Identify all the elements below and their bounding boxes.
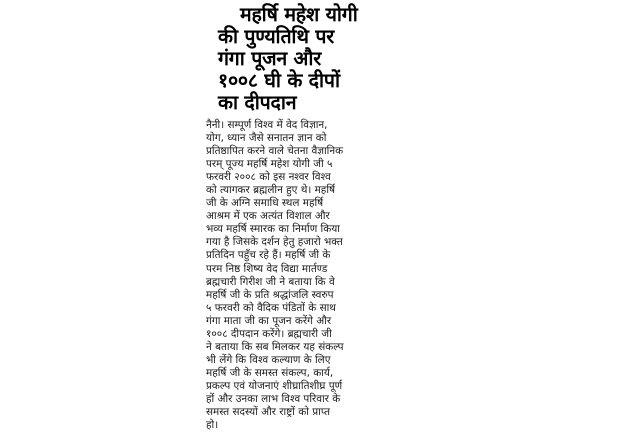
body-line: भव्य महर्षि स्मारक का निर्माण किया: [206, 223, 340, 236]
headline-line: की पुण्यतिथि पर: [218, 25, 334, 48]
body-line: गंगा माता जी का पूजन करेंगे और: [206, 314, 332, 327]
body-line: ५ फरवरी को वैदिक पंडितों के साथ: [206, 301, 336, 314]
body-line: भी लेंगे कि विश्व कल्याण के लिए: [206, 353, 331, 366]
body-line: आश्रम में एक अत्यंत विशाल और: [206, 210, 330, 223]
article-headline: [206, 4, 444, 114]
body-line: हों और उनका लाभ विश्व परिवार के: [206, 392, 341, 405]
body-line: प्रतिष्ठापित करने वाले चेतना वैज्ञानिक: [206, 145, 344, 158]
body-line: परम् पूज्य महर्षि महेश योगी जी ५: [206, 158, 333, 171]
body-line: को त्यागकर ब्रह्मलीन हुए थे। महर्षि: [206, 184, 336, 197]
article-body: [206, 119, 444, 432]
body-line: गया है जिसके दर्शन हेतु हजारो भक्त: [206, 236, 343, 249]
body-line: १००८ दीपदान करेंगे। ब्रह्मचारी जी: [206, 327, 332, 340]
body-line: महर्षि जी के समस्त संकल्प, कार्य,: [206, 366, 334, 379]
body-line: प्रकल्प एवं योजनाएं शीघ्रातिशीघ्र पूर्ण: [206, 379, 343, 392]
body-line: ने बताया कि सब मिलकर यह संकल्प: [206, 340, 344, 353]
headline-line: गंगा पूजन और: [218, 47, 322, 70]
body-line: नैनी। सम्पूर्ण विश्व में वेद विज्ञान,: [206, 119, 328, 131]
body-line: ब्रह्मचारी गिरीश जी ने बताया कि वे: [206, 275, 335, 288]
body-line: परम निष्ठ शिष्य वेद विद्या मार्तण्ड: [206, 262, 328, 275]
body-line: जी के अग्नि समाधि स्थल महर्षि: [206, 197, 324, 210]
headline-line: का दीपदान: [218, 91, 297, 114]
body-line: महर्षि जी के प्रति श्रद्धांजलि स्वरुप: [206, 288, 334, 301]
headline-line: महर्षि महेश योगी: [240, 3, 358, 26]
body-line: समस्त सदस्यों और राष्ट्रों को प्राप्त: [206, 406, 330, 419]
body-line: हो।: [206, 419, 219, 432]
body-line: प्रतिदिन पहुँच रहे हैं। महर्षि जी के: [206, 249, 331, 262]
headline-line: १००८ घी के दीपों: [218, 69, 340, 92]
body-line: फरवरी २००८ को इस नश्वर विश्व: [206, 171, 331, 184]
body-line: योग, ध्यान जैसे सनातन ज्ञान को: [206, 132, 327, 145]
news-clipping: [206, 3, 444, 432]
